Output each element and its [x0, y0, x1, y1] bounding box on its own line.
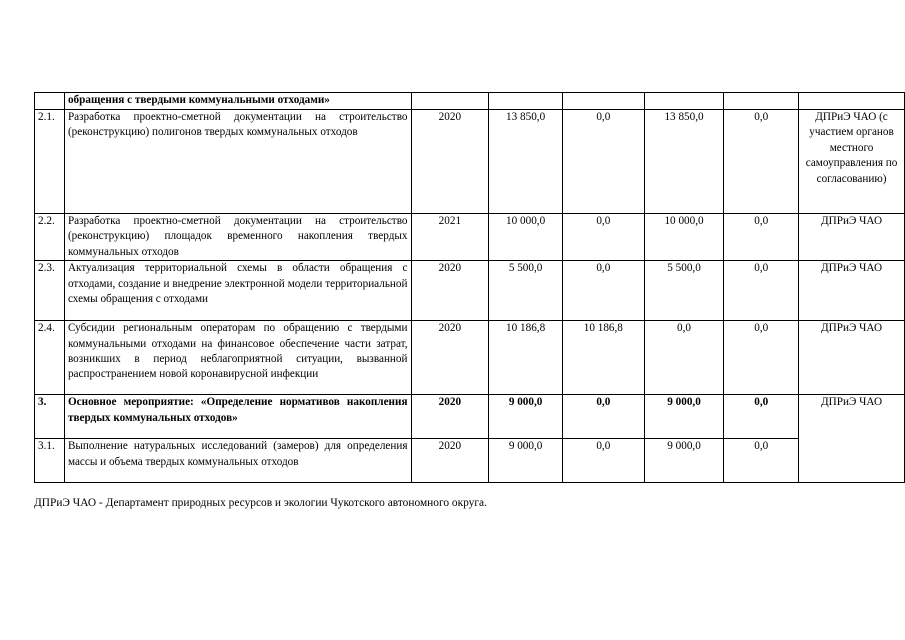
row-executor	[799, 93, 905, 110]
row-number: 3.1.	[35, 439, 65, 483]
row-year: 2020	[411, 439, 489, 483]
row-activity-name: Субсидии региональным операторам по обращению с твердыми коммунальными отходами на финансовое обеспечение части затрат, возникших в период неблагоприятной ситуации, вызванной распространением новой коронавирусной инфекции	[64, 321, 411, 395]
row-executor: ДПРиЭ ЧАО	[799, 214, 905, 261]
row-year: 2020	[411, 395, 489, 439]
row-number: 3.	[35, 395, 65, 439]
row-amount-col-2: 9 000,0	[644, 395, 724, 439]
row-amount-col-3: 0,0	[724, 439, 799, 483]
row-total-amount: 10 186,8	[489, 321, 563, 395]
row-amount-col-2: 9 000,0	[644, 439, 724, 483]
row-activity-name: обращения с твердыми коммунальными отходами»	[64, 93, 411, 110]
table-row	[35, 395, 905, 439]
row-amount-col-2: 13 850,0	[644, 110, 724, 214]
row-number: 2.3.	[35, 261, 65, 321]
row-year	[411, 93, 489, 110]
row-amount-col-2: 5 500,0	[644, 261, 724, 321]
row-total-amount: 9 000,0	[489, 395, 563, 439]
program-activities-table	[34, 92, 905, 483]
row-amount-col-1: 0,0	[562, 439, 644, 483]
row-amount-col-2: 0,0	[644, 321, 724, 395]
row-amount-col-1: 0,0	[562, 395, 644, 439]
row-number: 2.1.	[35, 110, 65, 214]
row-amount-col-3: 0,0	[724, 395, 799, 439]
table-row	[35, 110, 905, 214]
row-total-amount	[489, 93, 563, 110]
row-amount-col-1: 0,0	[562, 261, 644, 321]
row-year: 2020	[411, 110, 489, 214]
row-amount-col-3: 0,0	[724, 261, 799, 321]
table-row	[35, 261, 905, 321]
row-amount-col-3: 0,0	[724, 321, 799, 395]
row-amount-col-1	[562, 93, 644, 110]
row-amount-col-1: 0,0	[562, 110, 644, 214]
row-activity-name: Разработка проектно-сметной документации на строительство (реконструкцию) площадок временного накопления твердых коммунальных отходов	[64, 214, 411, 261]
table-row	[35, 321, 905, 395]
row-amount-col-3: 0,0	[724, 214, 799, 261]
row-amount-col-1: 0,0	[562, 214, 644, 261]
row-activity-name: Разработка проектно-сметной документации на строительство (реконструкцию) полигонов твердых коммунальных отходов	[64, 110, 411, 214]
row-executor: ДПРиЭ ЧАО	[799, 261, 905, 321]
row-activity-name: Выполнение натуральных исследований (замеров) для определения массы и объема твердых коммунальных отходов	[64, 439, 411, 483]
row-amount-col-2: 10 000,0	[644, 214, 724, 261]
table-row	[35, 93, 905, 110]
row-year: 2021	[411, 214, 489, 261]
row-number: 2.4.	[35, 321, 65, 395]
row-amount-col-3	[724, 93, 799, 110]
table-row	[35, 439, 905, 483]
row-year: 2020	[411, 261, 489, 321]
row-amount-col-1: 10 186,8	[562, 321, 644, 395]
row-activity-name: Актуализация территориальной схемы в области обращения с отходами, создание и внедрение электронной модели территориальной схемы обращения с отходами	[64, 261, 411, 321]
row-executor: ДПРиЭ ЧАО	[799, 321, 905, 395]
row-amount-col-3: 0,0	[724, 110, 799, 214]
footnote: ДПРиЭ ЧАО - Департамент природных ресурсов и экологии Чукотского автономного округа.	[34, 497, 487, 509]
row-activity-name: Основное мероприятие: «Определение нормативов накопления твердых коммунальных отходов»	[64, 395, 411, 439]
row-total-amount: 5 500,0	[489, 261, 563, 321]
row-executor: ДПРиЭ ЧАО	[799, 395, 905, 483]
row-number	[35, 93, 65, 110]
row-number: 2.2.	[35, 214, 65, 261]
table-row	[35, 214, 905, 261]
row-year: 2020	[411, 321, 489, 395]
row-total-amount: 13 850,0	[489, 110, 563, 214]
row-total-amount: 9 000,0	[489, 439, 563, 483]
row-total-amount: 10 000,0	[489, 214, 563, 261]
row-amount-col-2	[644, 93, 724, 110]
row-executor: ДПРиЭ ЧАО (с участием органов местного самоуправления по согласованию)	[799, 110, 905, 214]
